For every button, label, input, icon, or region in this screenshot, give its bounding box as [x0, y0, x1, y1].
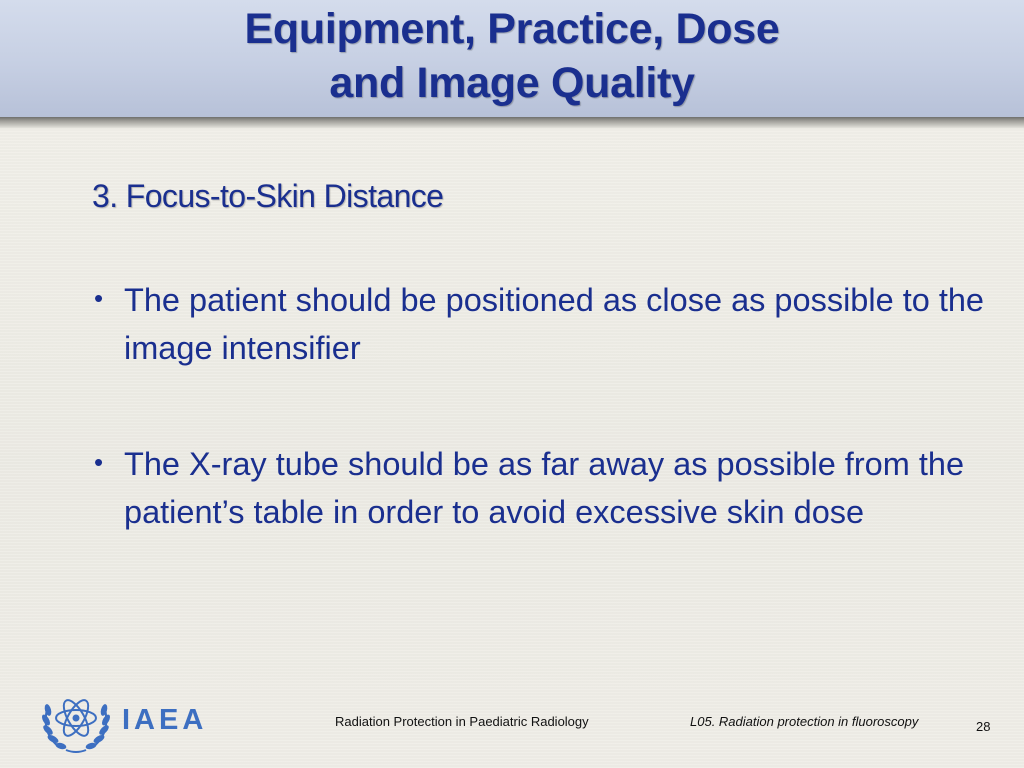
bullet-item [92, 276, 992, 372]
bullet-list [92, 276, 992, 604]
iaea-logo [40, 686, 230, 754]
bullet-item [92, 440, 992, 536]
page-number: 28 [976, 719, 991, 734]
header-divider [0, 117, 1024, 129]
bullet-icon: • [94, 283, 104, 313]
slide-title-line-2: and Image Quality [329, 59, 695, 107]
slide-title-line-1: Equipment, Practice, Dose [244, 5, 780, 53]
bullet-text: The patient should be positioned as close as possible to the image intensifier [124, 282, 985, 366]
slide-title [0, 2, 1024, 110]
bullet-icon: • [94, 447, 104, 477]
section-heading: 3. Focus-to-Skin Distance [92, 178, 444, 214]
bullet-text: The X-ray tube should be as far away as possible from the patient’s table in order to avoid excessive skin dose [124, 446, 965, 530]
footer-lecture-title: L05. Radiation protection in fluoroscopy [690, 714, 919, 729]
footer-course-title: Radiation Protection in Paediatric Radiology [335, 714, 589, 729]
iaea-logo-text: IAEA [122, 704, 208, 736]
iaea-atom-laurel-icon [40, 686, 112, 754]
